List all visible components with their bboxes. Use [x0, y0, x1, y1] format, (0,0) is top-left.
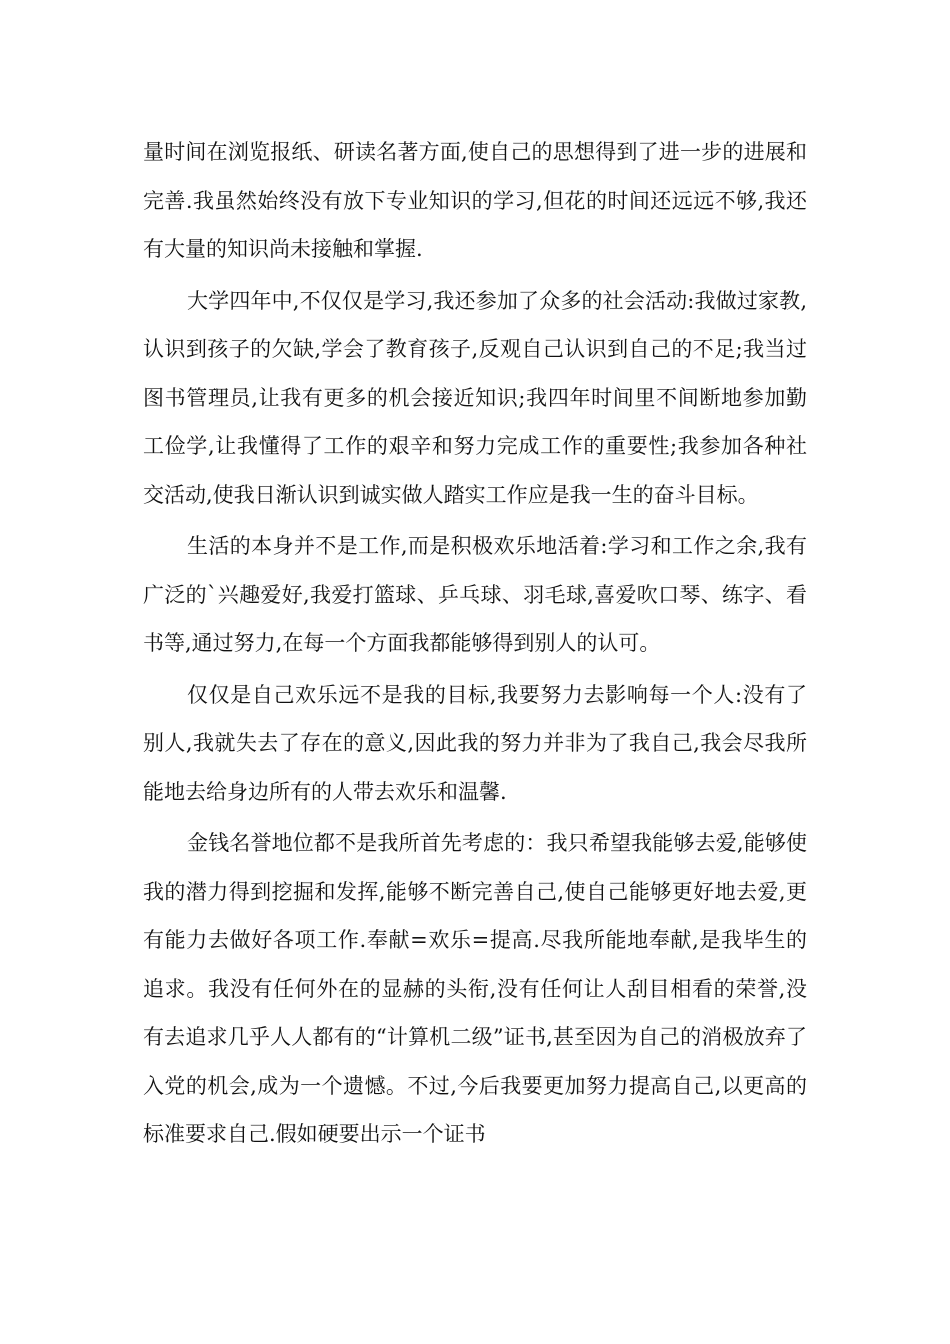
document-page — [143, 128, 807, 1159]
paragraph-social-activities: 大学四年中,不仅仅是学习,我还参加了众多的社会活动:我做过家教,认识到孩子的欠缺,学会了教育孩子,反观自己认识到自己的不足;我当过图书管理员,让我有更多的机会接近知识;我四年时间里不间断地参加勤工俭学,让我懂得了工作的艰辛和努力完成工作的重要性;我参加各种社交活动,使我日渐认识到诚实做人踏实工作应是我一生的奋斗目标。 — [143, 288, 807, 507]
paragraph-continuation: 量时间在浏览报纸、研读名著方面,使自己的思想得到了进一步的进展和完善.我虽然始终没有放下专业知识的学习,但花的时间还远远不够,我还有大量的知识尚未接触和掌握. — [143, 140, 807, 261]
paragraph-goals: 仅仅是自己欢乐远不是我的目标,我要努力去影响每一个人:没有了别人,我就失去了存在的意义,因此我的努力并非为了我自己,我会尽我所能地去给身边所有的人带去欢乐和温馨. — [143, 682, 807, 804]
paragraph-hobbies: 生活的本身并不是工作,而是积极欢乐地活着:学习和工作之余,我有广泛的`兴趣爱好,我爱打篮球、乒乓球、羽毛球,喜爱吹口琴、练字、看书等,通过努力,在每一个方面我都能够得到别人的认可。 — [143, 534, 807, 655]
paragraph-values: 金钱名誉地位都不是我所首先考虑的：我只希望我能够去爱,能够使我的潜力得到挖掘和发挥,能够不断完善自己,使自己能够更好地去爱,更有能力去做好各项工作.奉献=欢乐=提高.尽我所能地奉献,是我毕生的追求。我没有任何外在的显赫的头衔,没有任何让人刮目相看的荣誉,没有去追求几乎人人都有的“计算机二级”证书,甚至因为自己的消极放弃了入党的机会,成为一个遗憾。不过,今后我要更加努力提高自己,以更高的标准要求自己.假如硬要出示一个证书 — [143, 831, 807, 1146]
